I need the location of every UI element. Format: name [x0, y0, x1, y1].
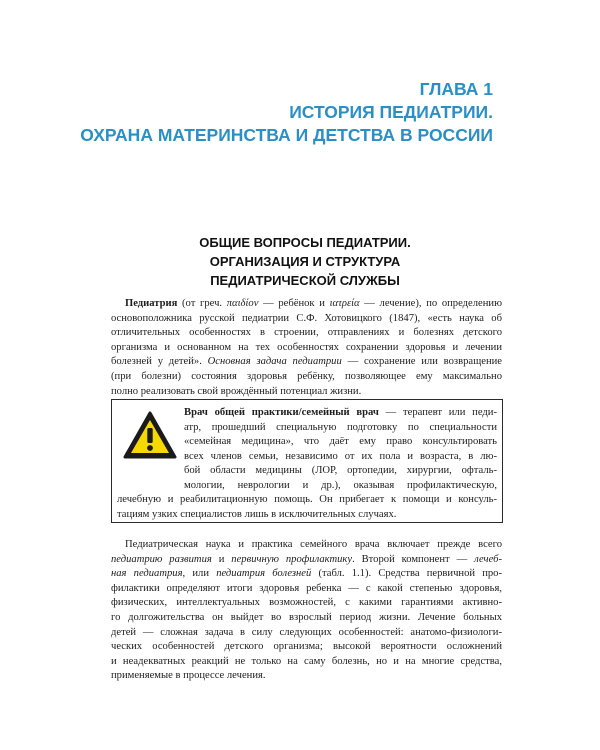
term-family-doctor: Врач общей практики/семейный врач: [184, 407, 379, 418]
text-line: всех членов семьи, независимо от их пола и возраста, в лю-: [184, 450, 497, 462]
text-line: основоположника русской педиатрии С.Ф. Хотовицкого (1847), «есть наука об: [111, 312, 502, 324]
text-line: физических, интеллектуальных возможностей, с какими гарантиями активно-: [111, 597, 502, 609]
text-line: филактики определяют итоги здоровья ребенка — с какой степенью здоровья,: [111, 582, 502, 594]
text-line: применяемые в процессе лечения.: [111, 670, 266, 682]
text-line: «семейная медицина», что даёт ему право консультировать: [184, 436, 497, 448]
text-fragment: (от греч.: [177, 298, 227, 309]
paragraph-pediatrics-definition: [111, 297, 502, 399]
text-line: [111, 567, 502, 582]
emphasis: педиатрию развития: [111, 553, 212, 565]
text-fragment: — лечение), по определению: [359, 298, 502, 309]
emphasis: педиатрия болезней: [216, 568, 312, 580]
text-fragment: (табл. 1.1). Средства первичной про-: [311, 568, 503, 580]
text-line: тациям узких специалистов лишь в исключительных случаях.: [117, 508, 397, 520]
text-line: полно реализовать свой врождённый потенциал жизни.: [111, 385, 362, 397]
chapter-title-line-2: ОХРАНА МАТЕРИНСТВА И ДЕТСТВА В РОССИИ: [80, 125, 493, 145]
text-line: организма и основанном на тех особенностях сохранении здоровья и лечении: [111, 341, 502, 353]
text-line: [111, 553, 502, 568]
text-line: (при болезни) состояния здоровья ребёнку, позволяющее ему максимально: [111, 370, 502, 382]
chapter-title-line-1: ИСТОРИЯ ПЕДИАТРИИ.: [289, 102, 493, 122]
emphasis: Основная задача педиатрии: [207, 356, 342, 368]
text-line: го долгожительства он выйдет во взрослый период жизни. Лечение больных: [111, 611, 502, 623]
emphasis: лечеб-: [474, 553, 503, 565]
text-fragment: — ребёнок и: [258, 298, 330, 309]
section-title-line-2: ОРГАНИЗАЦИЯ И СТРУКТУРА: [209, 254, 401, 269]
text-line: [111, 355, 502, 370]
text-line: [111, 297, 502, 312]
text-line: [184, 406, 497, 421]
text-line: и неадекватных реакций не только на саму болезнь, но и на многие средства,: [111, 655, 502, 667]
text-fragment: и: [211, 553, 232, 565]
text-fragment: болезней у детей».: [111, 356, 208, 368]
text-fragment: — терапевт или педи-: [378, 407, 497, 418]
text-line: бой области медицины (ЛОР, ортопедии, хирургии, офталь-: [184, 465, 497, 477]
section-heading: [160, 233, 450, 290]
emphasis: ная педиатрия: [111, 568, 183, 580]
greek-word: ιατρεία: [329, 298, 360, 309]
emphasis: первичную профилактику: [231, 553, 353, 565]
chapter-number: ГЛАВА 1: [419, 79, 493, 99]
text-fragment: . Второй компонент —: [352, 553, 475, 565]
chapter-heading: [80, 78, 493, 147]
text-line: ческих особенностей детского организма; высокой вероятности осложнений: [111, 641, 502, 653]
note-text-top: [184, 406, 497, 494]
text-line: детей — сложная задача в силу следующих особенностей: анатомо-физиологи-: [111, 626, 502, 638]
text-line: мологии, неврологии и др.), оказывая профилактическую,: [184, 479, 497, 491]
text-line: отличительных особенностях в строении, отправлениях и болезнях детского: [111, 327, 502, 339]
text-line: Педиатрическая наука и практика семейного врача включает прежде всего: [125, 539, 502, 550]
text-fragment: — сохранение или возвращение: [341, 356, 502, 368]
text-line: лечебную и реабилитационную помощь. Он прибегает к помощи и консуль-: [117, 494, 497, 505]
term-pediatrics: Педиатрия: [125, 298, 178, 309]
greek-word: παιδίον: [226, 298, 259, 309]
text-line: атр, прошедший специальную подготовку по специальности: [184, 421, 497, 433]
warning-icon: [122, 410, 178, 460]
note-text-bottom: [117, 493, 497, 522]
section-title-line-3: ПЕДИАТРИЧЕСКОЙ СЛУЖБЫ: [210, 273, 400, 288]
section-title-line-1: ОБЩИЕ ВОПРОСЫ ПЕДИАТРИИ.: [199, 235, 411, 250]
text-fragment: , или: [182, 568, 217, 580]
paragraph-pediatric-practice: [111, 538, 502, 684]
